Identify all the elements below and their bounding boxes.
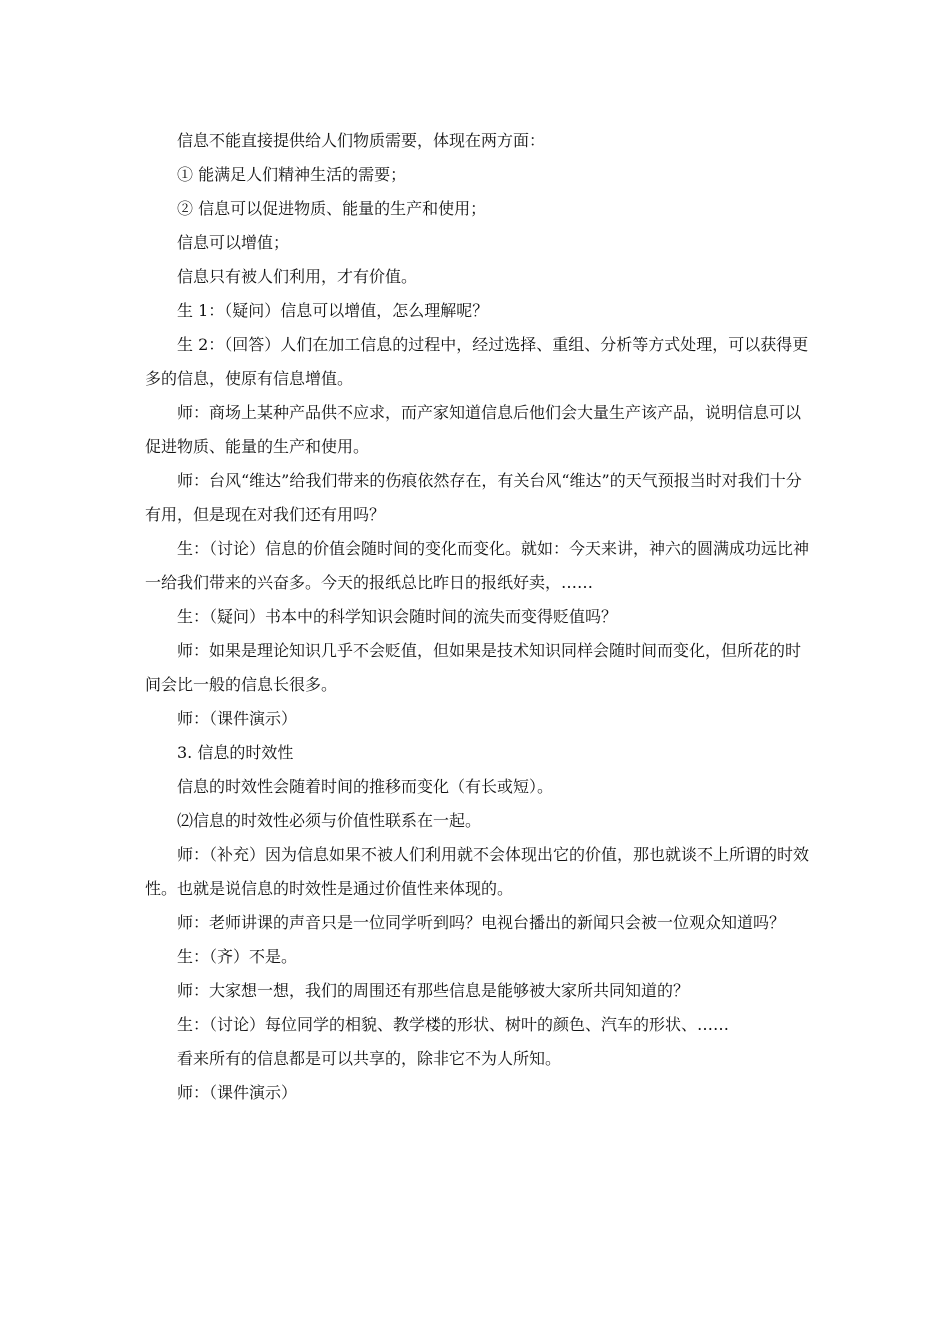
- paragraph: 生：（齐）不是。: [177, 947, 298, 966]
- paragraph: 师：商场上某种产品供不应求，而产家知道信息后他们会大量生产该产品，说明信息可以促进物质、能量的生产和使用。: [145, 403, 802, 456]
- paragraph: 信息不能直接提供给人们物质需要，体现在两方面：: [177, 131, 546, 150]
- paragraph: 生：（讨论）每位同学的相貌、教学楼的形状、树叶的颜色、汽车的形状、……: [177, 1015, 730, 1034]
- paragraph: 师：（课件演示）: [177, 1083, 298, 1102]
- paragraph: 信息的时效性会随着时间的推移而变化（有长或短）。: [177, 777, 554, 796]
- paragraph: ⑵信息的时效性必须与价值性联系在一起。: [177, 811, 482, 830]
- paragraph: 师：如果是理论知识几乎不会贬值，但如果是技术知识同样会随时间而变化，但所花的时间会比一般的信息长很多。: [145, 641, 802, 694]
- paragraph: 信息只有被人们利用，才有价值。: [177, 267, 418, 286]
- paragraph: 生：（疑问）书本中的科学知识会随时间的流失而变得贬值吗？: [177, 607, 618, 626]
- paragraph: 师：台风“维达”给我们带来的伤痕依然存在，有关台风“维达”的天气预报当时对我们十分有用，但是现在对我们还有用吗？: [145, 471, 802, 524]
- paragraph: 看来所有的信息都是可以共享的，除非它不为人所知。: [177, 1049, 562, 1068]
- paragraph: ① 能满足人们精神生活的需要；: [177, 165, 407, 184]
- paragraph: 生 2：（回答）人们在加工信息的过程中，经过选择、重组、分析等方式处理，可以获得更多的信息，使原有信息增值。: [145, 335, 809, 388]
- paragraph: 信息可以增值；: [177, 233, 290, 252]
- paragraph: 生 1：（疑问）信息可以增值，怎么理解呢？: [177, 301, 489, 320]
- paragraph: 师：大家想一想，我们的周围还有那些信息是能够被大家所共同知道的？: [177, 981, 690, 1000]
- paragraph: 师：（课件演示）: [177, 709, 298, 728]
- paragraph: 师：（补充）因为信息如果不被人们利用就不会体现出它的价值，那也就谈不上所谓的时效性。也就是说信息的时效性是通过价值性来体现的。: [145, 845, 810, 898]
- paragraph: 师：老师讲课的声音只是一位同学听到吗？电视台播出的新闻只会被一位观众知道吗？: [177, 913, 786, 932]
- paragraph: 生：（讨论）信息的价值会随时间的变化而变化。就如：今天来讲，神六的圆满成功远比神一给我们带来的兴奋多。今天的报纸总比昨日的报纸好卖，……: [145, 539, 810, 592]
- section-heading: 3. 信息的时效性: [177, 743, 294, 762]
- paragraph: ② 信息可以促进物质、能量的生产和使用；: [177, 199, 487, 218]
- document-body: [145, 124, 810, 1110]
